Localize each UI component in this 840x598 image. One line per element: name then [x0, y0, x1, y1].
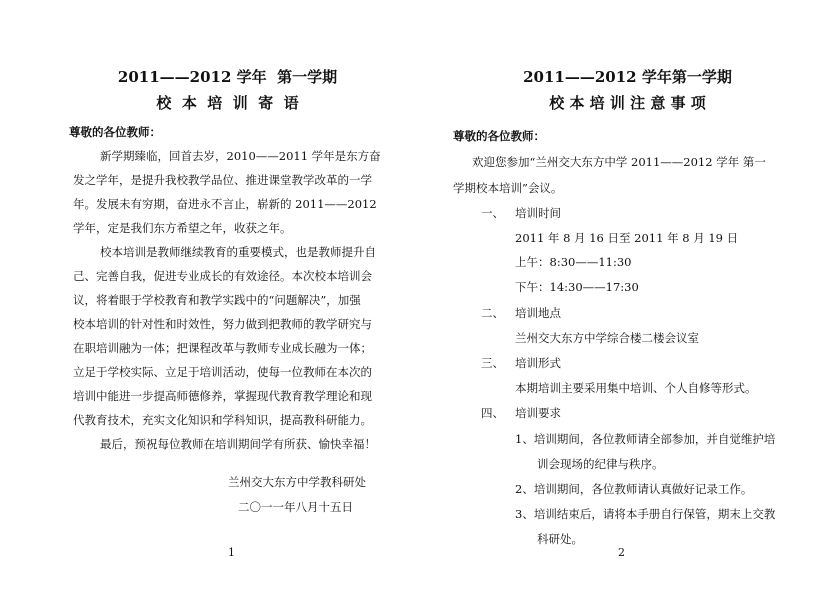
- form-text: 本期培训主要采用集中培训、个人自修等形式。: [515, 381, 757, 395]
- page1-body-line: 立足于学校实际、立足于培训活动，使每一位教师在本次的: [73, 365, 372, 379]
- page2-intro-line: 学期校本培训”会议。: [453, 181, 563, 195]
- page1-signature-date: 二〇一一年八月十五日: [238, 500, 353, 514]
- page1-body-line: 校本培训的针对性和时效性，努力做到把教师的教学研究与: [73, 317, 372, 331]
- page1-body-line: 培训中能进一步提高师德修养，掌握现代教育教学理论和现: [73, 389, 372, 403]
- page2-salutation: 尊敬的各位教师：: [453, 129, 545, 143]
- page1-body-line: 在职培训融为一体；把课程改革与教师专业成长融为一体；: [73, 341, 372, 355]
- page1-body-line: 年。发展未有穷期，奋进永不言止，崭新的 2011——2012: [73, 197, 377, 211]
- page1-body-line: 议，将着眼于学校教育和教学实践中的“问题解决”，加强: [73, 293, 361, 307]
- requirement-line: 科研处。: [537, 532, 583, 546]
- page1-body-line: 学年，定是我们东方希望之年，收获之年。: [73, 221, 292, 235]
- section-number: 四、: [481, 406, 504, 420]
- section-heading: 培训形式: [515, 356, 561, 370]
- time-afternoon: 下午：14:30——17:30: [515, 280, 639, 294]
- page2-title: 2011——2012 学年第一学期: [523, 68, 732, 86]
- page2-intro-line: 欢迎您参加“兰州交大东方中学 2011——2012 学年 第一: [472, 155, 766, 169]
- page-left: [55, 0, 400, 598]
- section-number: 三、: [481, 356, 504, 370]
- page2-subtitle: 校 本 培 训 注 意 事 项: [549, 94, 706, 112]
- page1-body-line: 最后，预祝每位教师在培训期间学有所获、愉快幸福！: [100, 437, 376, 451]
- page1-body-line: 新学期臻临，回首去岁，2010——2011 学年是东方奋: [100, 149, 381, 163]
- page-right: [445, 0, 810, 598]
- page1-signature-org: 兰州交大东方中学教科研处: [228, 475, 366, 489]
- page1-salutation: 尊敬的各位教师：: [69, 125, 161, 139]
- page2-number: 2: [618, 546, 625, 559]
- section-heading: 培训地点: [515, 306, 561, 320]
- section-heading: 培训时间: [515, 206, 561, 220]
- requirement-line: 3、培训结束后，请将本手册自行保管，期末上交教: [515, 507, 776, 521]
- page1-body-line: 校本培训是教师继续教育的重要模式，也是教师提升自: [100, 245, 376, 259]
- page1-title: 2011——2012 学年 第一学期: [117, 68, 338, 86]
- location-text: 兰州交大东方中学综合楼二楼会议室: [515, 331, 699, 345]
- requirement-line: 1、培训期间，各位教师请全部参加，并自觉维护培: [515, 432, 776, 446]
- section-heading: 培训要求: [515, 406, 561, 420]
- page1-body-line: 代教育技术，充实文化知识和学科知识，提高教科研能力。: [73, 413, 372, 427]
- time-morning: 上午：8:30——11:30: [515, 255, 632, 269]
- requirement-line: 训会现场的纪律与秩序。: [537, 457, 664, 471]
- time-dates: 2011 年 8 月 16 日至 2011 年 8 月 19 日: [515, 231, 739, 245]
- page1-number: 1: [228, 546, 235, 559]
- requirement-line: 2、培训期间，各位教师请认真做好记录工作。: [515, 482, 753, 496]
- section-number: 二、: [481, 306, 504, 320]
- section-number: 一、: [481, 206, 504, 220]
- page1-body-line: 发之学年，是提升我校教学品位、推进课堂教学改革的一学: [73, 173, 372, 187]
- page1-subtitle: 校 本 培 训 寄 语: [156, 94, 299, 112]
- page1-body-line: 己、完善自我，促进专业成长的有效途径。本次校本培训会: [73, 269, 372, 283]
